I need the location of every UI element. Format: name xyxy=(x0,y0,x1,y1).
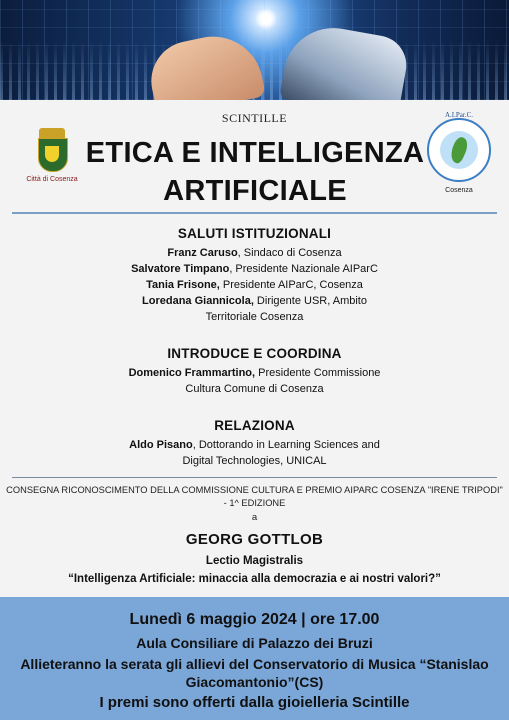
speaker-line: Franz Caruso, Sindaco di Cosenza xyxy=(167,247,342,259)
speaker-line: Loredana Giannicola, Dirigente USR, Ambito xyxy=(142,295,367,307)
aiparc-seal-text: A.I.Par.C. xyxy=(445,111,473,119)
section-heading: SALUTI ISTITUZIONALI xyxy=(177,226,332,241)
speaker-line: Tania Frisone, Presidente AIParC, Cosenza xyxy=(146,279,363,291)
lectio-label: Lectio Magistralis xyxy=(205,555,304,567)
speaker-line: Digital Technologies, UNICAL xyxy=(182,455,327,467)
speaker-line: Territoriale Cosenza xyxy=(205,311,304,323)
section-introduce xyxy=(0,346,509,397)
prize-sponsor: I premi sono offerti dalla gioielleria Scintille xyxy=(99,694,410,711)
section-saluti xyxy=(0,226,509,325)
award-description: CONSEGNA RICONOSCIMENTO DELLA COMMISSIONE CULTURA E PREMIO AIPARC COSENZA "IRENE TRIPODI" - 1^ EDIZIONE xyxy=(6,485,503,508)
speaker-line: Domenico Frammartino, Presidente Commissione xyxy=(128,367,381,379)
speaker-line: Aldo Pisano, Dottorando in Learning Sciences and xyxy=(129,439,380,451)
speaker-line: Cultura Comune di Cosenza xyxy=(185,383,324,395)
hero-image xyxy=(0,0,509,100)
aiparc-logo-caption: Cosenza xyxy=(445,187,473,194)
aiparc-logo xyxy=(419,111,499,194)
guest-name: GEORG GOTTLOB xyxy=(185,531,324,548)
spark-light xyxy=(255,8,277,30)
section-heading: RELAZIONA xyxy=(214,418,295,433)
award-recipient-prefix: a xyxy=(251,512,258,523)
event-series-label: SCINTILLE xyxy=(221,111,288,125)
speaker-line: Salvatore Timpano, Presidente Nazionale AIParC xyxy=(131,263,378,275)
section-heading: INTRODUCE E COORDINA xyxy=(167,346,342,361)
event-info-band xyxy=(0,597,509,720)
event-datetime: Lunedì 6 maggio 2024 | ore 17.00 xyxy=(129,611,380,628)
music-note: Allieteranno la serata gli allievi del Conservatorio di Musica “Stanislao Giacomantonio”(CS) xyxy=(20,656,489,690)
divider xyxy=(12,212,497,214)
event-title: ETICA E INTELLIGENZA ARTIFICIALE xyxy=(85,137,425,207)
city-logo xyxy=(26,128,78,183)
award-ceremony-text xyxy=(6,484,503,525)
event-venue: Aula Consiliare di Palazzo dei Bruzi xyxy=(136,635,373,651)
divider xyxy=(12,477,497,478)
section-relaziona xyxy=(0,418,509,469)
lecture-title: “Intelligenza Artificiale: minaccia alla democrazia e ai nostri valori?” xyxy=(68,573,441,585)
city-crest-icon xyxy=(36,128,68,172)
aiparc-seal-icon xyxy=(427,111,491,182)
city-logo-caption: Città di Cosenza xyxy=(26,176,78,183)
